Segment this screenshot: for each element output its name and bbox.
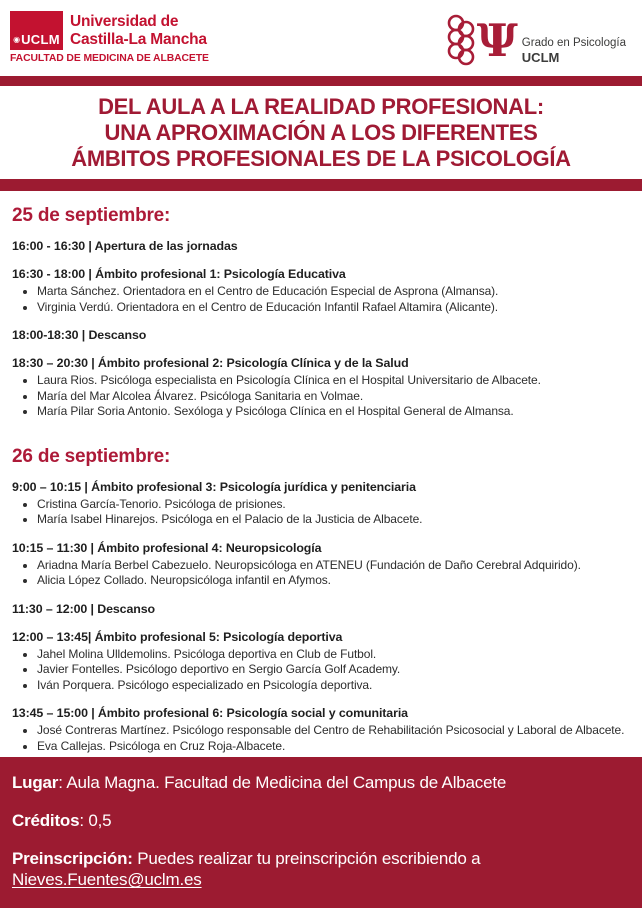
speaker-item: • Iván Porquera. Psicólogo especializado en Psicología deportiva.	[37, 678, 628, 694]
speaker-item: • Virginia Verdú. Orientadora en el Centro de Educación Infantil Rafael Altamira (Alicante).	[37, 300, 628, 316]
schedule-slot	[12, 355, 628, 420]
schedule-slot	[12, 266, 628, 315]
university-name-line2: Castilla-La Mancha	[70, 30, 207, 48]
top-band	[0, 76, 642, 86]
uclm-logo	[10, 11, 63, 50]
psi-icon: Ψ	[476, 14, 518, 67]
slot-title: 13:45 – 15:00 | Ámbito profesional 6: Psicología social y comunitaria	[12, 706, 408, 720]
speaker-item: • José Contreras Martínez. Psicólogo responsable del Centro de Rehabilitación Psicosocial y Laboral de Albacete.	[37, 723, 628, 739]
speaker-item: • Eva Callejas. Psicóloga en Cruz Roja-Albacete.	[37, 739, 628, 755]
schedule-slot	[12, 327, 628, 343]
speaker-list	[12, 723, 628, 754]
speaker-list	[12, 558, 628, 589]
day-section	[12, 446, 628, 755]
speaker-item: • Jahel Molina Ulldemolins. Psicóloga deportiva en Club de Futbol.	[37, 647, 628, 663]
university-name	[70, 13, 207, 48]
speaker-item: • Cristina García-Tenorio. Psicóloga de prisiones.	[37, 497, 628, 513]
speaker-item: • María Pilar Soria Antonio. Sexóloga y Psicóloga Clínica en el Hospital General de Almansa.	[37, 404, 628, 420]
location-label: Lugar	[12, 773, 59, 792]
schedule-slot	[12, 629, 628, 694]
uclm-emblem-icon: ◉	[13, 35, 21, 44]
speaker-item: • María Isabel Hinarejos. Psicóloga en el Palacio de la Justicia de Albacete.	[37, 512, 628, 528]
title-line-1: DEL AULA A LA REALIDAD PROFESIONAL:	[98, 93, 544, 119]
knot-icon	[445, 13, 477, 69]
credits-line	[12, 810, 628, 831]
speaker-list	[12, 373, 628, 420]
slot-title: 16:00 - 16:30 | Apertura de las jornadas	[12, 239, 238, 253]
speaker-list	[12, 284, 628, 315]
speaker-item: • María del Mar Alcolea Álvarez. Psicóloga Sanitaria en Volmae.	[37, 389, 628, 405]
location-line	[12, 772, 628, 793]
slot-title: 9:00 – 10:15 | Ámbito profesional 3: Psicología jurídica y penitenciaria	[12, 479, 416, 494]
day-heading: 25 de septiembre:	[12, 205, 171, 226]
title-block	[0, 86, 642, 179]
speaker-item: • Ariadna María Berbel Cabezuelo. Neuropsicóloga en ATENEU (Fundación de Daño Cerebral Adquirido).	[37, 558, 628, 574]
uclm-brand	[10, 11, 209, 64]
degree-org: UCLM	[521, 49, 560, 65]
faculty-name: FACULTAD DE MEDICINA DE ALBACETE	[10, 53, 209, 64]
speaker-item: • Alicia López Collado. Neuropsicóloga infantil en Afymos.	[37, 573, 628, 589]
psychology-degree-logo	[445, 13, 626, 69]
speaker-list	[12, 647, 628, 694]
slot-title: 10:15 – 11:30 | Ámbito profesional 4: Neuropsicología	[12, 540, 322, 555]
schedule-slot	[12, 601, 628, 617]
title-line-2: UNA APROXIMACIÓN A LOS DIFERENTES	[104, 119, 538, 145]
schedule-slot	[12, 540, 628, 589]
location-value: : Aula Magna. Facultad de Medicina del Campus de Albacete	[58, 773, 507, 792]
title-line-3: ÁMBITOS PROFESIONALES DE LA PSICOLOGÍA	[71, 145, 571, 171]
slot-title: 18:30 – 20:30 | Ámbito profesional 2: Psicología Clínica y de la Salud	[12, 356, 409, 370]
schedule-slot	[12, 479, 628, 528]
speaker-item: • Javier Fontelles. Psicólogo deportivo en Sergio García Golf Academy.	[37, 662, 628, 678]
header	[0, 0, 642, 76]
slot-title: 18:00-18:30 | Descanso	[12, 328, 147, 342]
schedule-slot	[12, 238, 628, 254]
university-name-line1: Universidad de	[70, 13, 179, 30]
preregistration-text: Puedes realizar tu preinscripción escribiendo a	[132, 849, 481, 868]
mid-band	[0, 179, 642, 191]
page-title	[71, 94, 571, 172]
degree-name: Grado en Psicología	[521, 36, 626, 49]
credits-label: Créditos	[12, 811, 80, 830]
speaker-item: • Marta Sánchez. Orientadora en el Centro de Educación Especial de Asprona (Almansa).	[37, 284, 628, 300]
slot-title: 11:30 – 12:00 | Descanso	[12, 601, 155, 616]
credits-value: : 0,5	[79, 811, 112, 830]
slot-title: 16:30 - 18:00 | Ámbito profesional 1: Psicología Educativa	[12, 267, 346, 281]
preregistration-line	[12, 848, 628, 890]
slot-title: 12:00 – 13:45| Ámbito profesional 5: Psicología deportiva	[12, 629, 343, 644]
schedule-slot	[12, 705, 628, 754]
speaker-list	[12, 497, 628, 528]
schedule	[0, 191, 642, 757]
preregistration-label: Preinscripción:	[12, 849, 133, 868]
preregistration-email-link[interactable]: Nieves.Fuentes@uclm.es	[12, 870, 202, 889]
uclm-logo-acronym: UCLM	[21, 32, 60, 47]
speaker-item: • Laura Rios. Psicóloga especialista en Psicología Clínica en el Hospital Universitario de Albacete.	[37, 373, 628, 389]
day-heading: 26 de septiembre:	[12, 445, 171, 467]
day-section	[12, 205, 628, 420]
footer	[0, 757, 642, 908]
